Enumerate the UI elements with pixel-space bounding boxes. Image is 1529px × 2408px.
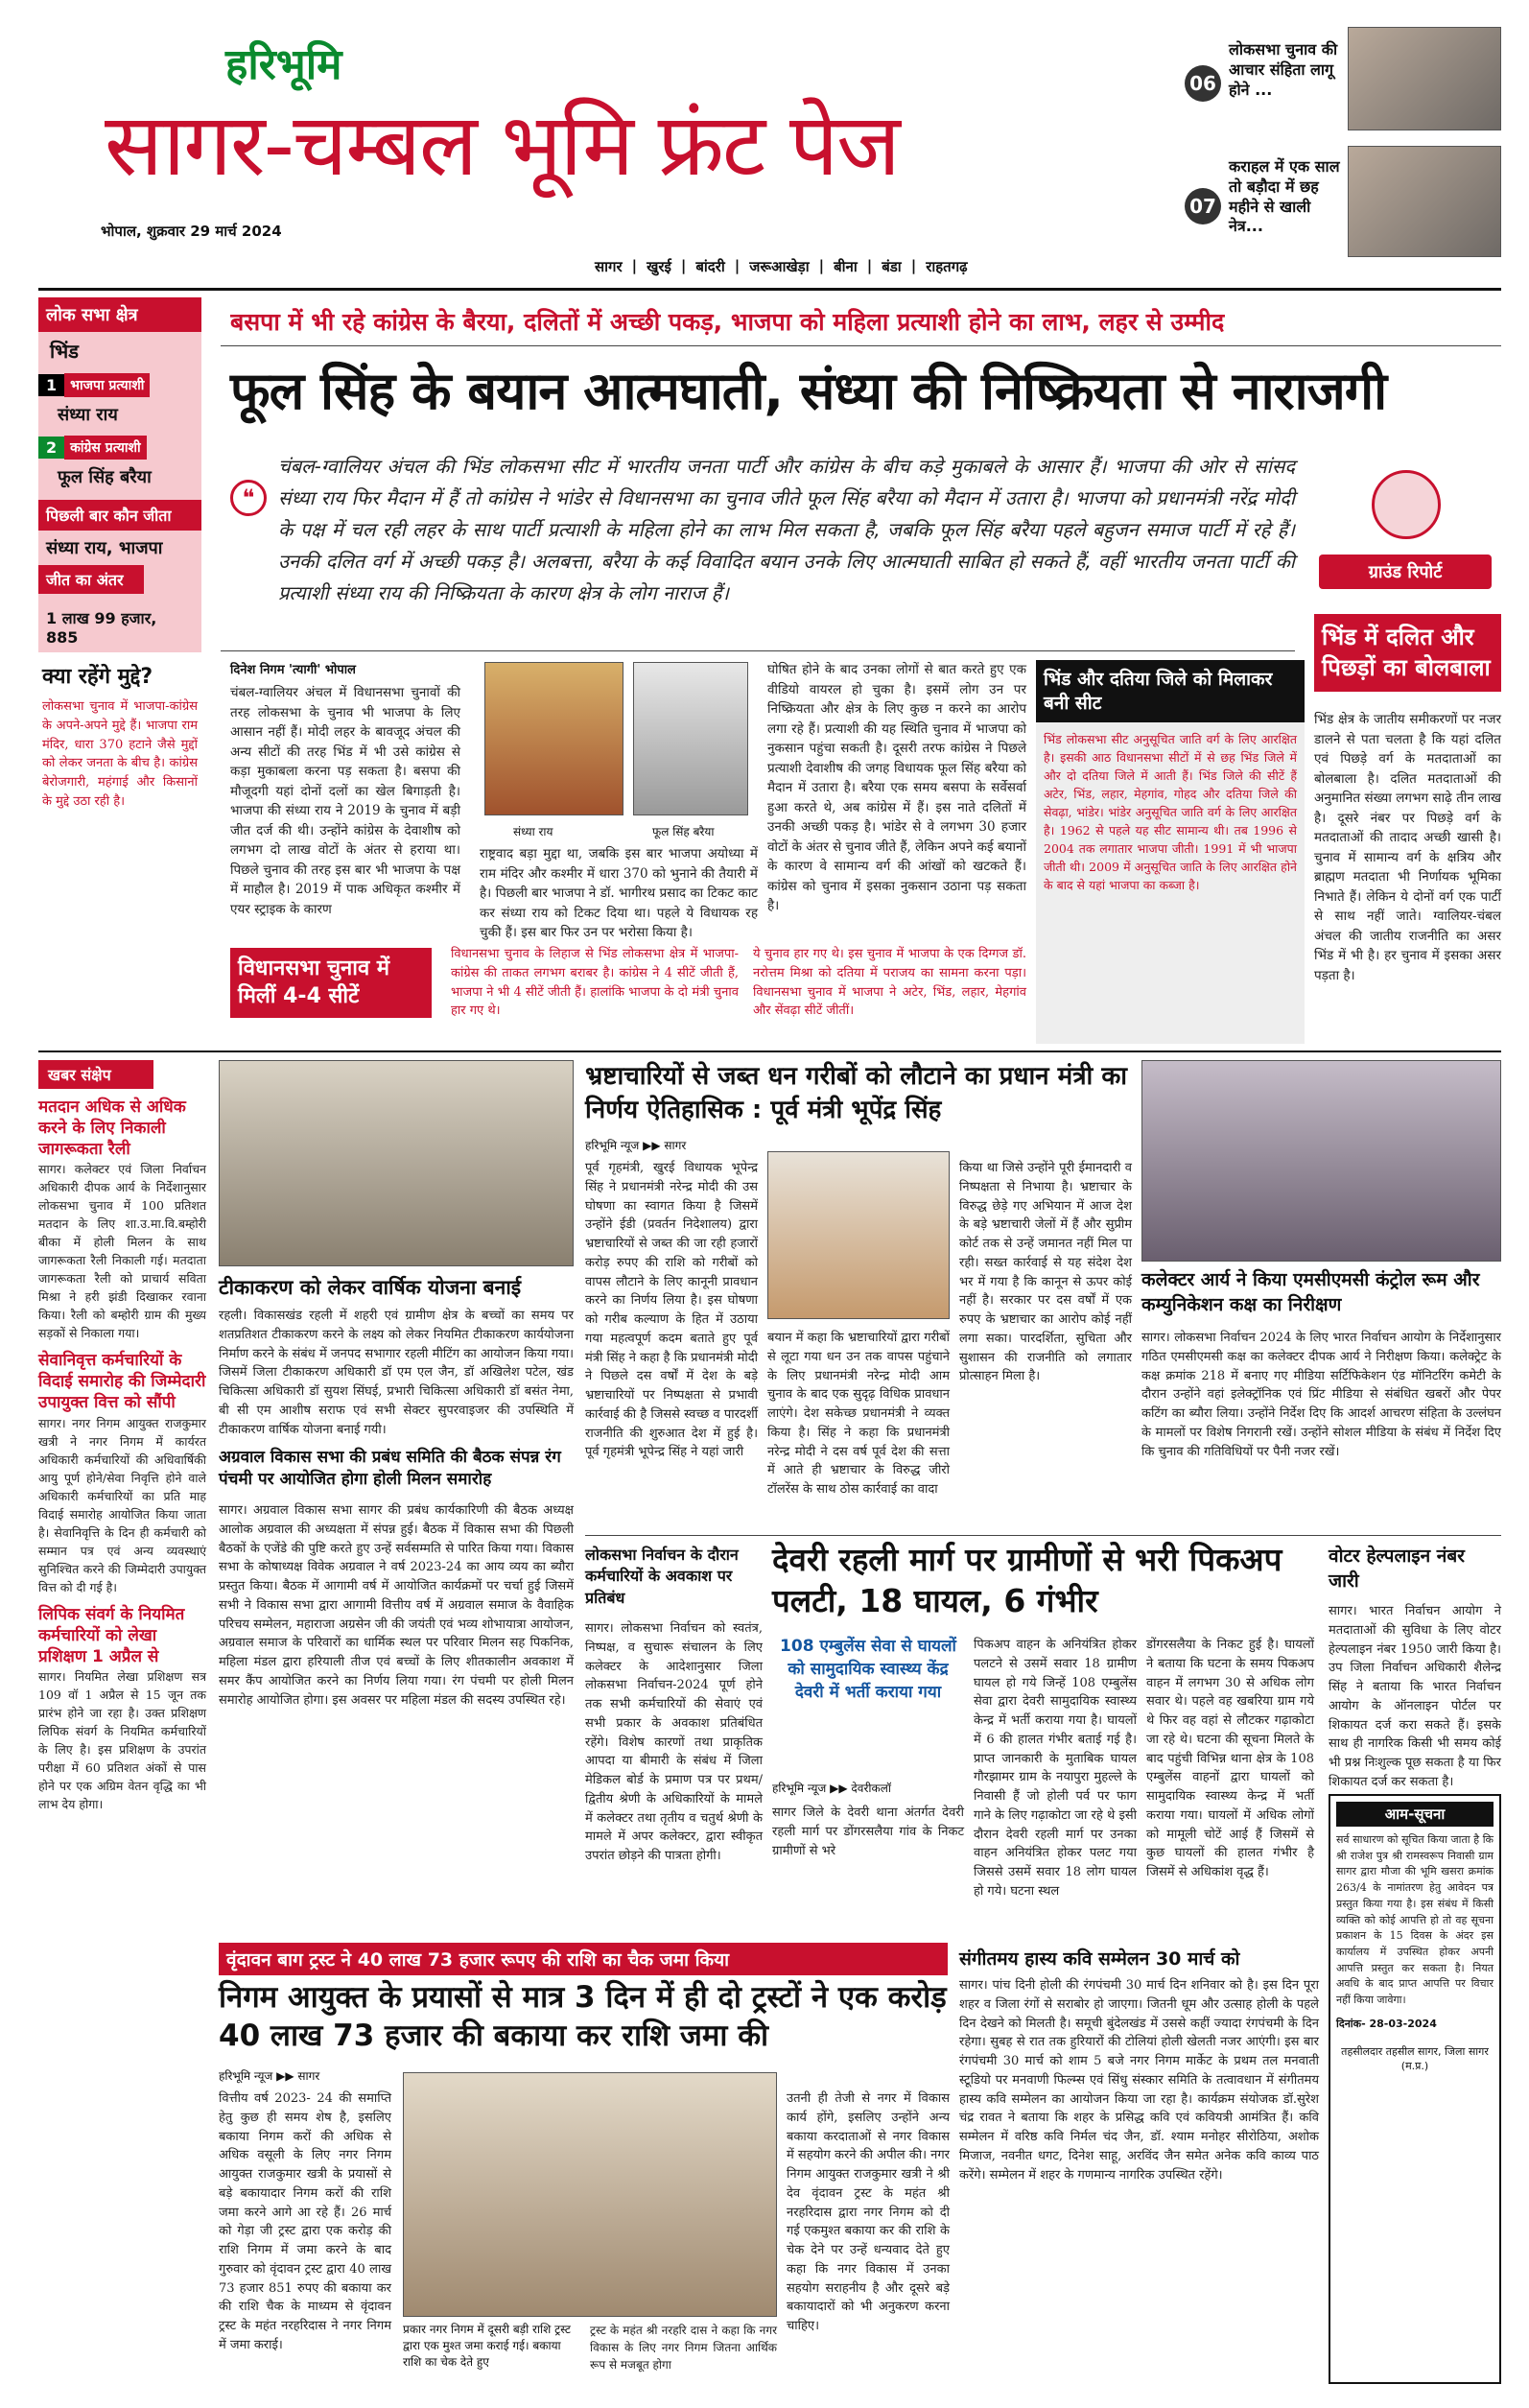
ground-report-label: ग्राउंड रिपोर्ट: [1319, 555, 1492, 589]
ground-title: भिंड में दलित और पिछड़ों का बोलबाला: [1314, 614, 1501, 692]
page-title: सागर-चम्बल भूमि फ्रंट पेज: [105, 95, 899, 196]
accident-col1: सागर जिले के देवरी थाना अंतर्गत देवरी रहली मार्ग पर डोंगरसलैया गांव के निकट ग्रामीणों से भरे: [772, 1806, 964, 1858]
bhupendra-col3: किया था जिसे उन्होंने पूरी ईमानदारी व निष्पक्षता से निभाया है। भ्रष्टाचार के विरुद्ध छेड़े गए अभियान में आज देश के बड़े भ्रष्टाचारी जेलों में हैं और सुप्रीम कोर्ट तक से उन्हें जमानत नहीं मिल पा रही। सख्त कार्रवाई से यह संदेश देश भर में गया है कि कानून से ऊपर कोई नहीं है। सरकार पर दस वर्षों में एक रुपए के भ्रष्टाचार का आरोप कोई नहीं लगा सका। पारदर्शिता, सुचिता और सुशासन की राजनीति को लगातार प्रोत्साहन मिला है।: [959, 1161, 1132, 1384]
district-item: बीना: [834, 258, 858, 275]
notice-text: सर्व साधारण को सूचित किया जाता है कि श्री राजेश पुत्र श्री रामस्वरूप निवासी ग्राम सागर द्वारा मौजा की भूमि खसरा क्रमांक 263/4 के नामांतरण हेतु आवेदन पत्र प्रस्तुत किया गया है। इस संबंध में किसी व्यक्ति को कोई आपत्ति हो तो वह सूचना प्रकाशन के 15 दिवस के अंदर इस कार्यालय में उपस्थित होकर अपनी आपत्ति प्रस्तुत कर सकता है। नियत अवधि के बाद प्राप्त आपत्ति पर विचार नहीं किया जावेगा।: [1336, 1833, 1494, 2007]
divider: [221, 345, 1501, 346]
notice-signature: तहसीलदार तहसील सागर, जिला सागर (म.प्र.): [1341, 2044, 1489, 2072]
vidhansabha-col2: ये चुनाव हार गए थे। इस चुनाव में भाजपा के एक दिग्गज डॉ. नरोत्तम मिश्रा को दतिया में पराजय का सामना करना पड़ा। विधानसभा चुनाव में भाजपा ने अटेर, भिंड, लहार, मेहगांव और सेंवढ़ा सीटें जीतीं।: [753, 947, 1026, 1019]
quote-icon: ❝: [230, 480, 267, 516]
brief-title: मतदान अधिक से अधिक करने के लिए निकाली जागरूकता रैली: [38, 1098, 186, 1160]
divider: [221, 650, 1295, 651]
issues-box: [38, 657, 201, 1031]
vrindavan-banner: वृंदावन बाग ट्रस्ट ने 40 लाख 73 हजार रूपए की राशि का चैक जमा किया: [219, 1943, 948, 1975]
brief-text: सागर। नियमित लेखा प्रशिक्षण सत्र 109 वॉ 1 अप्रैल से 15 जून तक प्रारंभ होने जा रहा है। उक्त प्रशिक्षण लिपिक संवर्ग के नियमित कर्मचारियों के लिए है। इस प्रशिक्षण के उपरांत परीक्षा में 60 प्रतिशत अंकों से पास होने पर एक अग्रिम वेतन वृद्धि का भी लाभ देय होगा।: [38, 1668, 206, 1811]
brand-logo: हरिभूमि: [225, 40, 342, 89]
brief-title: लिपिक संवर्ग के नियमित कर्मचारियों को लेखा प्रशिक्षण 1 अप्रैल से: [38, 1604, 185, 1666]
vidhansabha-title: विधानसभा चुनाव में मिलीं 4-4 सीटें: [230, 948, 432, 1018]
kavi-headline: संगीतमय हास्य कवि सम्मेलन 30 मार्च को: [959, 1948, 1240, 1970]
margin-label: जीत का अंतर: [38, 565, 144, 594]
notice-title: आम-सूचना: [1336, 1802, 1494, 1827]
section-rule: [38, 1051, 1501, 1052]
notice-date: दिनांक- 28-03-2024: [1336, 2017, 1437, 2030]
kavi-text: सागर। पांच दिनी होली की रंगपंचमी 30 मार्च दिन शनिवार को है। इस दिन पूरा शहर व जिला रंगों से सराबोर हो जाएगा। जितनी धूम और उत्साह होली के पहले दिन देखने को मिलती है। समूची बुंदेलखंड में उससे कहीं ज्यादा रंगपंचमी के दिन रहेगा। सुबह से रात तक हुरियारों की टोलियां होली खेलती नजर आएंगी। इस बार रंगपंचमी 30 मार्च को शाम 5 बजे नगर निगम मार्केट के प्रथम तल मनवाती स्टूडियो पर मनवाणी फिल्म्स एवं सिंधु संस्कार समिति के तत्वावधान में संगीतमय हास्य कवि सम्मेलन का आयोजन किया जा रहा है। कार्यक्रम संयोजक डॉ.सुरेश चंद्र रावत ने बताया कि शहर के प्रसिद्ध कवि एवं कवियत्री आमंत्रित हैं। कवि सम्मेलन में वरिष्ठ कवि निर्मल चंद जैन, डॉ. श्याम मनोहर सीरोठिया, अशोक मिजाज, नवनीत धगट, दिनेश साहू, अरविंद जैन समेत अनेक कवि काव्य पाठ करेंगे। सम्मेलन में शहर के गणमान्य नागरिक उपस्थित रहेंगे।: [959, 1978, 1319, 2183]
candidate-2-label: कांग्रेस प्रत्याशी: [64, 436, 147, 460]
mic-icon: [1372, 470, 1441, 539]
holiday-headline: लोकसभा निर्वाचन के दौरान कर्मचारियों के अवकाश पर प्रतिबंध: [585, 1546, 739, 1607]
public-notice: [1329, 1794, 1501, 2384]
lead-headline: फूल सिंह के बयान आत्मघाती, संध्या की निष्क्रियता से नाराजगी: [230, 361, 1387, 421]
teaser-item[interactable]: [1185, 146, 1501, 257]
collector-text: सागर। लोकसभा निर्वाचन 2024 के लिए भारत निर्वाचन आयोग के निर्देशानुसार गठित एमसीएमसी कक्ष का कलेक्टर दीपक आर्य ने निरीक्षण किया। कलेक्ट्रेट के कक्ष क्रमांक 218 में बनाए गए मीडिया सर्टिफिकेशन एंड मॉनिटरिंग कमेटी के दौरान उन्होंने वहां इलेक्ट्रॉनिक एवं प्रिंट मीडिया से संबंधित खबरों और पेपर कटिंग का ब्यौरा लिया। उन्होंने निर्देश दिए कि आदर्श आचरण संहिता के उल्लंघन के मामलों पर विशेष निगरानी रखें। उन्होंने सोशल मीडिया के संबंध में निर्देश दिए कि चुनाव की गतिविधियों पर पैनी नजर रखें।: [1141, 1331, 1501, 1459]
brief-text: सागर। नगर निगम आयुक्त राजकुमार खत्री ने नगर निगम में कार्यरत अधिकारी कर्मचारियों की अधिवार्षिकी आयु पूर्ण होने/सेवा निवृत्ति होने वाले अधिकारी कर्मचारियों का प्रति माह विदाई समारोह आयोजित किया जाता है। सेवानिवृत्ति के दिन ही कर्मचारी को सम्मान पत्र एवं अन्य व्यवस्थाएं सुनिश्चित करने की जिम्मेदारी उपायुक्त वित्त को दी गई है।: [38, 1415, 206, 1594]
constituency-sidebar: [38, 297, 201, 652]
candidate-2-name: फूल सिंह बरैया: [58, 467, 152, 487]
lead-col3: घोषित होने के बाद उनका लोगों से बात करते हुए एक वीडियो वायरल हो चुका है। इसमें लोग उन पर निष्क्रियता और क्षेत्र के लिए कुछ न करने का आरोप लगा रहे हैं। प्रत्याशी की यह स्थिति चुनाव में भाजपा को नुकसान पहुंचा सकती है। दूसरी तरफ कांग्रेस ने पिछले प्रत्याशी देवाशीष की जगह विधायक फूल सिंह बरैया को मैदान में उतारा है। बरैया एक समय बसपा के सर्वेसर्वा हुआ करते थे, अब कांग्रेस में हैं। इस नाते दलितों में उनकी अच्छी पकड़ है। भांडेर से वे लगभग 30 हजार वोटों के अंतर से चुनाव जीते हैं, लेकिन अपने कई बयानों के कारण वे सामान्य वर्ग की आंखों को खटकते हैं। कांग्रेस को चुनाव में इसका नुकसान उठाना पड़ सकता है।: [767, 662, 1026, 914]
teaser-text: कराहल में एक साल तो बड़ौदा में छह महीने से खाली नेत्र...: [1229, 157, 1340, 236]
lead-col2: राष्ट्रवाद बड़ा मुद्दा था, जबकि इस बार भाजपा अयोध्या में राम मंदिर और कश्मीर में धारा 370 को भुनाने की तैयारी में है। पिछली बार भाजपा ने डॉ. भागीरथ प्रसाद का टिकट काट कर संध्या राय को टिकट दिया था। पहले ये विधायक रह चुकी हैं। इस बार फिर उन पर भरोसा किया है।: [480, 846, 758, 941]
vidhansabha-col1: विधानसभा चुनाव के लिहाज से भिंड लोकसभा क्षेत्र में भाजपा-कांग्रेस की ताकत लगभग बराबर है। कांग्रेस ने 4 सीटें जीती हैं, भाजपा ने भी 4 सीटें जीती हैं। हालांकि भाजपा के दो मंत्री चुनाव हार गए थे।: [451, 947, 739, 1019]
holiday-text: सागर। लोकसभा निर्वाचन को स्वतंत्र, निष्पक्ष, व सुचारू संचालन के लिए कलेक्टर के आदेशानुसार जिला लोकसभा निर्वाचन-2024 पूर्ण होने तक सभी कर्मचारियों की सेवाएं एवं सभी प्रकार के अवकाश प्रतिबंधित रहेंगे। विशेष कारणों तथा प्राकृतिक आपदा या बीमारी के संबंध में जिला मेडिकल बोर्ड के प्रमाण पत्र पर प्रथम/द्वितीय श्रेणी के अधिकारियों के मामले में कलेक्टर तथा तृतीय व चतुर्थ श्रेणी के मामले में अपर कलेक्टर, द्वारा स्वीकृत उपरांत छोड़ने की पात्रता होगी।: [585, 1621, 763, 1863]
voter-text: सागर। भारत निर्वाचन आयोग ने मतदाताओं की सुविधा के लिए वोटर हेल्पलाइन नंबर 1950 जारी किया है। उप जिला निर्वाचन अधिकारी शैलेन्द्र सिंह ने बताया कि भारत निर्वाचन आयोग के ऑनलाइन पोर्टल पर शिकायत दर्ज करा सकते हैं। इसके साथ ही नागरिक किसी भी समय कोई भी प्रश्न निःशुल्क पूछ सकता है या फिर शिकायत दर्ज कर सकता है।: [1329, 1604, 1501, 1789]
district-item: सागर: [595, 258, 623, 275]
divider: [585, 1535, 1501, 1536]
district-item: खुरई: [647, 258, 671, 275]
agrawal-headline: अग्रवाल विकास सभा की प्रबंध समिति की बैठक संपन्न रंग पंचमी पर आयोजित होगा होली मिलन समारोह: [219, 1448, 561, 1489]
accident-col2: पिकअप वाहन के अनियंत्रित होकर पलटने से उसमें सवार 18 ग्रामीण घायल हो गये जिन्हें 108 एम्बुलेंस सेवा द्वारा देवरी सामुदायिक स्वास्थ्य केन्द्र में भर्ती कराया गया है। घायलों में 6 की हालत गंभीर बताई गई है। प्राप्त जानकारी के मुताबिक घायल गौरझामर ग्राम के नयापुरा मुहल्ले के निवासी हैं जो होली पर्व पर फाग गाने के लिए गढ़ाकोटा जा रहे थे इसी दौरान देवरी रहली मार्ग पर उनका वाहन अनियंत्रित होकर पलट गया जिससे उसमें सवार 18 लोग घायल हो गये। घटना स्थल: [974, 1638, 1137, 1899]
collector-headline: कलेक्टर आर्य ने किया एमसीएमसी कंट्रोल रूम और कम्युनिकेशन कक्ष का निरीक्षण: [1141, 1269, 1480, 1315]
district-item: राहतगढ़: [926, 258, 968, 275]
photo-phool-singh: [633, 662, 748, 815]
district-bar: सागर | खुरई | बांदरी | जरूआखेड़ा | बीना | बंडा | राहतगढ़: [595, 257, 1046, 282]
masthead-rule: [38, 288, 1501, 291]
teaser-panel: [1185, 27, 1501, 257]
accident-headline: देवरी रहली मार्ग पर ग्रामीणों से भरी पिकअप पलटी, 18 घायल, 6 गंभीर: [772, 1541, 1282, 1619]
candidate-1-name: संध्या राय: [58, 405, 118, 425]
teaser-item[interactable]: [1185, 27, 1501, 134]
district-item: जरूआखेड़ा: [749, 258, 810, 275]
inspection-photo: [1141, 1060, 1501, 1262]
brief-text: सागर। कलेक्टर एवं जिला निर्वाचन अधिकारी दीपक आर्य के निर्देशानुसार लोकसभा चुनाव में 100 प्रतिशत मतदान के लिए शा.उ.मा.वि.बम्होरी बीका में होली मिलन के साथ जागरूकता रैली निकाली गई। मतदाता जागरूकता रैली को प्राचार्य सविता मिश्रा ने हरी झंडी दिखाकर रवाना किया। रैली को बम्होरी ग्राम की मुख्य सड़कों से निकाला गया।: [38, 1162, 206, 1341]
district-item: बंडा: [882, 258, 902, 275]
lead-intro: चंबल-ग्वालियर अंचल की भिंड लोकसभा सीट में भारतीय जनता पार्टी और कांग्रेस के बीच कड़े मुकाबले के आसार हैं। भाजपा की ओर से सांसद संध्या राय फिर मैदान में हैं तो कांग्रेस ने भांडेर से विधानसभा का चुनाव जीते फूल सिंह बरैया को मैदान में उतारा है। भाजपा को प्रधानमंत्री नरेंद्र मोदी के पक्ष में चल रही लहर के साथ पार्टी प्रत्याशी के महिला होने का लाभ मिल सकता है, जबकि फूल सिंह बरैया पहले बहुजन समाज पार्टी में रहे हैं। उनकी दलित वर्ग में अच्छी पकड़ है। अलबत्ता, बरैया के कई विवादित बयान उनके लिए आत्मघाती साबित हो सकते हैं, वहीं भारतीय जनता पार्टी की प्रत्याशी संध्या राय की निष्क्रियता के कारण क्षेत्र के लोग नाराज हैं।: [278, 455, 1295, 604]
district-item: बांदरी: [695, 258, 725, 275]
page-number-badge: 06: [1185, 65, 1221, 102]
news-brief-column: [38, 1060, 206, 2384]
seat-box-text: भिंड लोकसभा सीट अनुसूचित जाति वर्ग के लिए आरक्षित है। इसकी आठ विधानसभा सीटों में से छह भिंड जिले में और दो दतिया जिले में आती हैं। भिंड जिले की सीटें हैं अटेर, भिंड, लहार, मेहगांव, गोहद और दतिया जिले की सेवढ़ा, भांडेर। भांडेर अनुसूचित जाति वर्ग के लिए आरक्षित है। 1962 से पहले यह सीट सामान्य थी। तब 1996 से 2004 तक लगातार भाजपा जीती। 1991 में भी भाजपा जीती थी। 2009 में अनुसूचित जाति के लिए आरक्षित होने के बाद से यहां भाजपा का कब्जा है।: [1044, 732, 1297, 893]
constituency-name: भिंड: [50, 340, 79, 363]
tikakaran-text: रहली। विकासखंड रहली में शहरी एवं ग्रामीण क्षेत्र के बच्चों का समय पर शतप्रतिशत टीकाकरण करने के लक्ष्य को लेकर नियमित टीकाकरण कार्ययोजना निर्माण करने के संबंध में जनपद सभागार रहली मीटिंग का आयोजन किया गया। जिसमें जिला टीकाकरण अधिकारी डॉ एम एल जैन, डॉ अखिलेश पटेल, खंड चिकित्सा अधिकारी डॉ सुयश सिंघई, प्रभारी चिकित्सा अधिकारी डॉ बसंत नेमा, बी सी एम आशीष सराफ एवं सभी सेक्टर सुपरवाइजर की उपस्थिति में टीकाकरण वार्षिक योजना बनाई गयी।: [219, 1309, 574, 1437]
issues-title: क्या रहेंगे मुद्दे?: [42, 665, 153, 689]
dateline: भोपाल, शुक्रवार 29 मार्च 2024: [101, 223, 282, 240]
photo-bhupendra-singh: [767, 1151, 950, 1319]
margin-value: 1 लाख 99 हजार, 885: [46, 609, 157, 647]
photo-caption: फूल सिंह बरैया: [652, 825, 715, 838]
ground-report-badge: [1319, 470, 1492, 614]
accident-col3: डोंगरसलैया के निकट हुई है। घायलों ने बताया कि घटना के समय पिकअप वाहन में लगभग 30 से अधिक लोग सवार थे। पहले वह खबरिया ग्राम गये थे फिर वह वहां से लौटकर गढ़ाकोटा जा रहे थे। घटना की सूचना मिलते के बाद पहुंची विभिन्न थाना क्षेत्र के 108 एम्बुलेंस वाहनों द्वारा घायलों को सामुदायिक स्वास्थ्य केन्द्र में भर्ती कराया गया। घायलों में अधिक लोगों को मामूली चोटें आई हैं जिसमें से कुछ घायलों की हालत गंभीर है जिसमें से अधिकांश वृद्ध हैं।: [1146, 1638, 1314, 1879]
candidate-1-label: भाजपा प्रत्याशी: [64, 373, 150, 397]
photo-sandhya-rai: [484, 662, 623, 815]
bhupendra-col2: बयान में कहा कि भ्रष्टाचारियों द्वारा गरीबों से लूटा गया धन उन तक वापस पहुंचाने के लिए प्रधानमंत्री नरेन्द्र मोदी आम चुनाव के बाद एक सुदृढ़ विधिक प्रावधान लाएंगे। देश सकेच्छ प्रधानमंत्री ने व्यक्त किया है। सिंह ने कहा कि प्रधानमंत्री नरेन्द्र मोदी ने दस वर्ष पूर्व देश की सत्ता में आते ही भ्रष्टाचार के विरुद्ध जीरो टॉलरेंस के साथ ठोस कार्रवाई का वादा: [767, 1331, 950, 1497]
ground-text: भिंड क्षेत्र के जातीय समीकरणों पर नजर डालने से पता चलता है कि यहां दलित एवं पिछड़े वर्ग के मतदाताओं का बोलबाला है। दलित मतदाताओं की अनुमानित संख्या लगभग साढ़े तीन लाख है। दूसरे नंबर पर पिछड़े वर्ग के मतदाताओं की तादाद अच्छी खासी है। चुनाव में सामान्य वर्ग के क्षत्रिय और ब्राह्मण मतदाता भी निर्णायक भूमिका निभाते हैं। लेकिन ये दोनों वर्ग एक पार्टी से साथ नहीं जाते। ग्वालियर-चंबल अंचल की जातीय राजनीति का असर भिंड में भी है। हर चुनाव में इसका असर पड़ता है।: [1314, 712, 1501, 983]
masthead: [91, 34, 1165, 240]
photo-caption: संध्या राय: [513, 825, 553, 838]
issues-text: लोकसभा चुनाव में भाजपा-कांग्रेस के अपने-अपने मुद्दे हैं। भाजपा राम मंदिर, धारा 370 हटाने जैसे मुद्दों को लेकर जनता के बीच है। कांग्रेस बेरोजगारी, महंगाई और किसानों के मुद्दे उठा रही है।: [42, 699, 198, 809]
seat-box: [1036, 660, 1305, 1044]
last-won-label: पिछली बार कौन जीता: [38, 500, 201, 531]
teaser-text: लोकसभा चुनाव की आचार संहिता लागू होने ...: [1229, 40, 1338, 99]
accident-byline: हरिभूमि न्यूज ▶▶ देवरीकलॉ: [772, 1782, 891, 1795]
seat-box-title: भिंड और दतिया जिले को मिलाकर बनी सीट: [1036, 660, 1305, 722]
vrindavan-col3: उतनी ही तेजी से नगर में विकास कार्य होंगे, इसलिए उन्होंने अन्य बकाया करदाताओं से नगर विकास में सहयोग करने की अपील की। नगर निगम आयुक्त राजकुमार खत्री ने श्री देव वृंदावन ट्रस्ट के महंत श्री नरहरिदास द्वारा नगर निगम को दी गई एकमुश्त बकाया कर की राशि के चेक देने पर उन्हें धन्यवाद देते हुए कहा कि नगर विकास में उनका सहयोग सराहनीय है और दूसरे बड़े बकायादारों को भी अनुकरण करना चाहिए।: [787, 2091, 950, 2333]
vrindavan-col2: ट्रस्ट के महंत श्री नरहरि दास ने कहा कि नगर विकास के लिए नगर निगम जितना आर्थिक रूप से मजबूत होगा: [590, 2324, 777, 2373]
tikakaran-headline: टीकाकरण को लेकर वार्षिक योजना बनाई: [219, 1276, 522, 1299]
accident-deck: 108 एम्बुलेंस सेवा से घायलों को सामुदायिक स्वास्थ्य केंद्र देवरी में भर्ती कराया गया: [780, 1637, 956, 1702]
bhupendra-headline: भ्रष्टाचारियों से जब्त धन गरीबों को लौटाने का प्रधान मंत्री का निर्णय ऐतिहासिक : पूर्व मंत्री भूपेंद्र सिंह: [585, 1062, 1128, 1125]
vrindavan-byline: हरिभूमि न्यूज ▶▶ सागर: [219, 2069, 320, 2083]
last-won: संध्या राय, भाजपा: [46, 538, 163, 558]
meeting-photo: [219, 1060, 574, 1266]
news-brief-header: खबर संक्षेप: [38, 1060, 153, 1089]
vrindavan-headline: निगम आयुक्त के प्रयासों से मात्र 3 दिन में ही दो ट्रस्टों ने एक करोड़ 40 लाख 73 हजार की बकाया कर राशि जमा की: [219, 1980, 947, 2054]
lead-col1: चंबल-ग्वालियर अंचल में विधानसभा चुनावों की तरह लोकसभा के चुनाव भी भाजपा के लिए आसान नहीं हैं। मोदी लहर के बावजूद अंचल की अन्य सीटों की तरह भिंड में भी उसे कांग्रेस से कड़ा मुकाबला करना पड़ सकता है। बसपा की मौजूदगी यहां दोनों दलों का खेल बिगाड़ती है। भाजपा की संध्या राय ने 2019 के चुनाव में बड़ी जीत दर्ज की थी। उन्होंने कांग्रेस के देवाशीष को लगभग दो लाख वोटों के अंतर से हराया था। पिछले चुनाव की तरह इस बार भी भाजपा के पक्ष में माहौल है। 2019 में पाक अधिकृत कश्मीर में एयर स्ट्राइक के कारण: [230, 685, 460, 917]
voter-headline: वोटर हेल्पलाइन नंबर जारी: [1329, 1546, 1465, 1592]
brief-title: सेवानिवृत्त कर्मचारियों के विदाई समारोह की जिम्मेदारी उपायुक्त वित्त को सौंपी: [38, 1351, 206, 1413]
agrawal-text: सागर। अग्रवाल विकास सभा सागर की प्रबंध कार्यकारिणी की बैठक अध्यक्ष आलोक अग्रवाल की अध्यक्षता में संपन्न हुई। बैठक में विकास सभा की पिछली बैठकों के एजेंडे की पुष्टि करते हुए उन्हें सर्वसम्मति से पारित किया गया। विकास सभा के कोषाध्यक्ष विवेक अग्रवाल ने वर्ष 2023-24 का आय व्यय का ब्यौरा प्रस्तुत किया। बैठक में आगामी वर्ष में आयोजित कार्यक्रमों पर चर्चा हुई जिसमें सभी ने विकास सभा द्वारा आगामी वित्तीय वर्ष में अग्रवाल समाज के वैवाहिक परिचय सम्मेलन, महाराजा अग्रसेन जी की जयंती एवं भव्य शोभायात्रा आयोजन, अग्रवाल समाज के परिवारों का धार्मिक स्थल पर परिवार मिलन सह पिकनिक, महिला मंडल द्वारा हरियाली तीज एवं बच्चों के लिए शीतकालीन अवकाश में समर कैंप आयोजित करने का निर्णय लिया गया। रंग पंचमी पर होली मिलन समारोह आयोजित होगा। इस अवसर पर महिला मंडल की सदस्य उपस्थित रहे।: [219, 1503, 574, 1708]
bhupendra-byline: हरिभूमि न्यूज ▶▶ सागर: [585, 1139, 687, 1152]
bhupendra-col1: पूर्व गृहमंत्री, खुरई विधायक भूपेन्द्र सिंह ने प्रधानमंत्री नरेन्द्र मोदी की उस घोषणा का स्वागत किया है जिसमें उन्होंने ईडी (प्रवर्तन निदेशालय) द्वारा भ्रष्टाचारियों से जब्त की जा रही हजारों करोड़ रुपए की राशि को गरीबों को वापस लौटाने के लिए कानूनी प्रावधान करने का निर्णय लिया है। इस घोषणा को गरीब कल्याण के हित में उठाया गया महत्वपूर्ण कदम बताते हुए पूर्व मंत्री सिंह ने कहा है कि प्रधानमंत्री मोदी ने पिछले दस वर्षों में देश के बड़े भ्रष्टाचारियों पर निष्पक्षता से प्रभावी कार्रवाई की है जिससे स्वच्छ व पारदर्शी राजनीति की शुरुआत देश में हुई है। पूर्व गृहमंत्री भूपेन्द्र सिंह ने यहां जारी: [585, 1161, 758, 1460]
vrindavan-caption: प्रकार नगर निगम में दूसरी बड़ी राशि ट्रस्ट द्वारा एक मुश्त जमा कराई गई। बकाया राशि का चेक देते हुए: [403, 2323, 571, 2369]
lead-kicker: बसपा में भी रहे कांग्रेस के बैरया, दलितों में अच्छी पकड़, भाजपा को महिला प्रत्याशी होने का लाभ, लहर से उम्मीद: [230, 308, 1225, 336]
sidebar-header: लोक सभा क्षेत्र: [38, 297, 201, 332]
teaser-photo: [1348, 27, 1501, 130]
candidate-1: 1 भाजपा प्रत्याशी: [38, 373, 201, 397]
teaser-photo: [1348, 146, 1501, 257]
lead-byline: दिनेश निगम 'त्यागी' भोपाल: [230, 663, 356, 677]
page-number-badge: 07: [1185, 188, 1221, 224]
cheque-photo: [403, 2072, 777, 2317]
vrindavan-col1: वित्तीय वर्ष 2023- 24 की समाप्ति हेतु कुछ ही समय शेष है, इसलिए बकाया निगम करों की अधिक से अधिक वसूली के लिए नगर निगम आयुक्त राजकुमार खत्री के प्रयासों से बड़े बकायादार निगम करों की राशि जमा करने आगे आ रहे हैं। 26 मार्च को गेड़ा जी ट्रस्ट द्वारा एक करोड़ की राशि निगम में जमा करने के बाद गुरुवार को वृंदावन ट्रस्ट द्वारा 40 लाख 73 हजार 851 रुपए की बकाया कर की राशि चैक के माध्यम से वृंदावन ट्रस्ट के महंत नरहरिदास ने नगर निगम में जमा कराई।: [219, 2091, 391, 2352]
candidate-2: 2 कांग्रेस प्रत्याशी: [38, 436, 201, 460]
